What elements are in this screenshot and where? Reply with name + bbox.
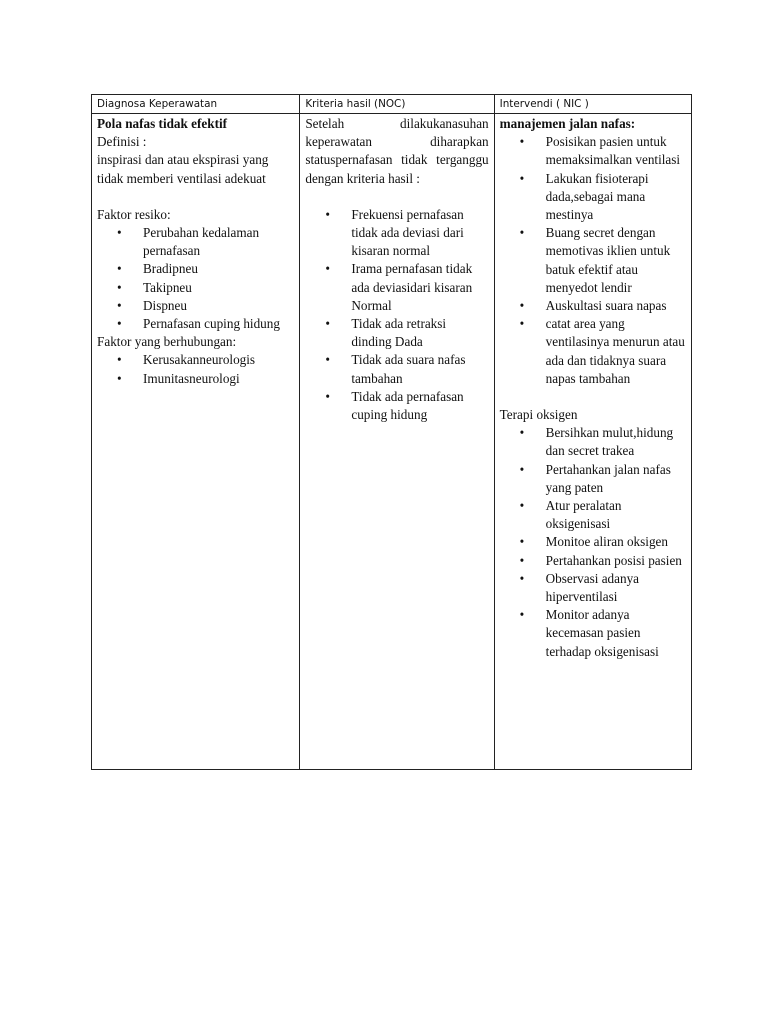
definition-label: Definisi : <box>97 134 147 150</box>
header-outcome: Kriteria hasil (NOC) <box>300 95 494 114</box>
intervention-cell <box>494 114 691 770</box>
spacer <box>500 388 686 406</box>
list-item: • Frekuensi pernafasan tidak ada deviasi dari kisaran normal <box>351 206 488 261</box>
list-item: • Tidak ada suara nafas tambahan <box>351 351 488 387</box>
outcome-list <box>305 206 488 424</box>
list-item: • Bradipneu <box>143 260 294 278</box>
list-item: • Perubahan kedalaman pernafasan <box>143 224 294 260</box>
list-item: • Irama pernafasan tidak ada deviasidari kisaran Normal <box>351 260 488 315</box>
diagnosis-cell <box>92 114 300 770</box>
list-item: • Auskultasi suara napas <box>546 297 686 315</box>
list-item: • Observasi adanya hiperventilasi <box>546 570 686 606</box>
nursing-care-table <box>91 94 692 770</box>
related-factors-label: Faktor yang berhubungan: <box>97 334 237 350</box>
list-item: • Pertahankan posisi pasien <box>546 552 686 570</box>
list-item: • catat area yang ventilasinya menurun atau ada dan tidaknya suara napas tambahan <box>546 315 686 388</box>
list-item: • Pernafasan cuping hidung <box>143 315 294 333</box>
list-item: • Tidak ada pernafasan cuping hidung <box>351 388 488 424</box>
list-item: • Kerusakanneurologis <box>143 351 294 369</box>
header-diagnosis: Diagnosa Keperawatan <box>92 95 300 114</box>
risk-factors-list <box>97 224 294 333</box>
risk-factors-label: Faktor resiko: <box>97 206 171 222</box>
spacer <box>97 188 294 206</box>
list-item: • Imunitasneurologi <box>143 370 294 388</box>
list-item: • Takipneu <box>143 279 294 297</box>
list-item: • Monitor adanya kecemasan pasien terhadap oksigenisasi <box>546 606 686 661</box>
list-item: • Tidak ada retraksi dinding Dada <box>351 315 488 351</box>
spacer <box>305 188 488 206</box>
definition-text: inspirasi dan atau ekspirasi yang tidak memberi ventilasi adekuat <box>97 152 269 186</box>
oxygen-therapy-list <box>500 424 686 661</box>
list-item: • Monitoe aliran oksigen <box>546 533 686 551</box>
header-intervention: Intervendi ( NIC ) <box>494 95 691 114</box>
airway-management-title: manajemen jalan nafas: <box>499 116 636 131</box>
list-item: • Bersihkan mulut,hidung dan secret trakea <box>546 424 686 460</box>
list-item: • Buang secret dengan memotivas iklien untuk batuk efektif atau menyedot lendir <box>546 224 686 297</box>
list-item: • Posisikan pasien untuk memaksimalkan ventilasi <box>546 133 686 169</box>
outcome-cell <box>300 114 494 770</box>
table-header-row <box>92 95 692 114</box>
airway-management-list <box>500 133 686 388</box>
diagnosis-title: Pola nafas tidak efektif <box>97 116 228 131</box>
oxygen-therapy-label: Terapi oksigen <box>499 407 578 423</box>
related-factors-list <box>97 351 294 387</box>
outcome-intro: Setelah dilakukanasuhan keperawatan diharapkan statuspernafasan tidak terganggu dengan kriteria hasil : <box>305 116 489 186</box>
list-item: • Dispneu <box>143 297 294 315</box>
list-item: • Pertahankan jalan nafas yang paten <box>546 461 686 497</box>
list-item: • Atur peralatan oksigenisasi <box>546 497 686 533</box>
list-item: • Lakukan fisioterapi dada,sebagai mana mestinya <box>546 170 686 225</box>
table-row <box>92 114 692 770</box>
